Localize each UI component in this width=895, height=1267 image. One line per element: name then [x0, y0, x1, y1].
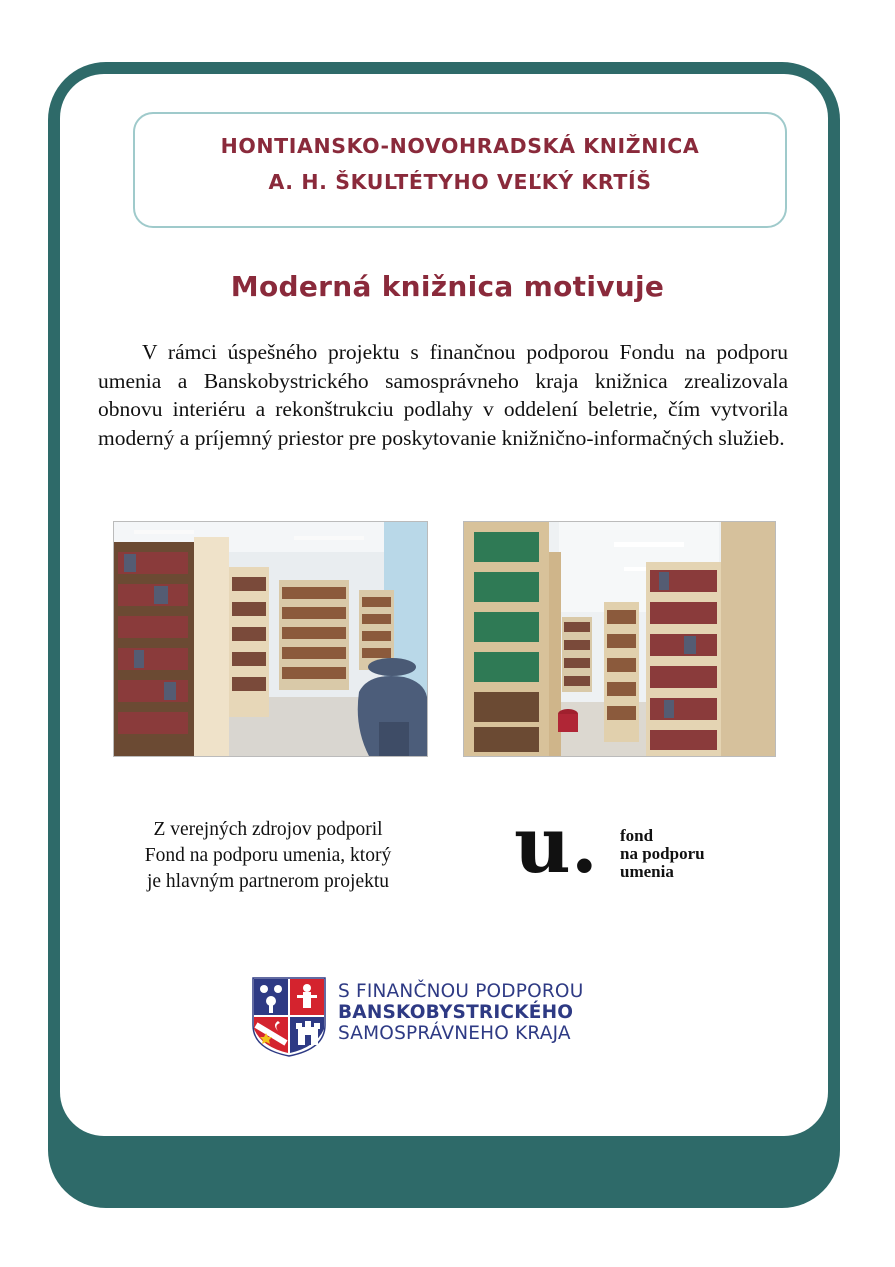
body-paragraph: V rámci úspešného projektu s finančnou podporou Fondu na podporu umenia a Banskobystrického samosprávneho kraja knižnica zrealizovala obnovu interiéru a rekonštrukciu podlahy v oddelení beletrie, čím vytvorila moderný a príjemný priestor pre poskytovanie knižnično-informačných služieb.: [98, 340, 788, 450]
coat-of-arms-icon: [252, 977, 326, 1057]
fond-logo-line-2: na podporu: [620, 844, 705, 863]
support-line-2: Fond na podporu umenia, ktorý: [144, 845, 392, 866]
fond-logo-line-1: fond: [620, 826, 654, 845]
library-location: A. H. ŠKULTÉTYHO VEĽKÝ KRTÍŠ: [268, 170, 652, 194]
library-interior-image-1: [114, 522, 427, 756]
bbsk-line-2: BANSKOBYSTRICKÉHO: [338, 1002, 574, 1023]
library-photo-2: [463, 521, 776, 757]
fond-logo-text: [620, 827, 705, 881]
library-header-box: [133, 112, 787, 228]
library-photo-1: [113, 521, 428, 757]
bbsk-line-3: SAMOSPRÁVNEHO KRAJA: [338, 1023, 571, 1044]
bbsk-logo: [252, 977, 632, 1059]
library-interior-image-2: [464, 522, 775, 756]
support-line-1: Z verejných zdrojov podporil: [153, 819, 383, 840]
support-statement: [108, 817, 428, 895]
fond-logo-line-3: umenia: [620, 862, 674, 881]
bbsk-line-1: S FINANČNOU PODPOROU: [338, 981, 584, 1002]
support-line-3: je hlavným partnerom projektu: [146, 871, 390, 892]
bbsk-logo-text: [338, 981, 583, 1044]
library-name: HONTIANSKO-NOVOHRADSKÁ KNIŽNICA: [220, 134, 700, 158]
fond-logo-mark: u.: [514, 800, 598, 891]
fond-na-podporu-umenia-logo: [514, 800, 744, 894]
page-title: Moderná knižnica motivuje: [230, 270, 665, 303]
